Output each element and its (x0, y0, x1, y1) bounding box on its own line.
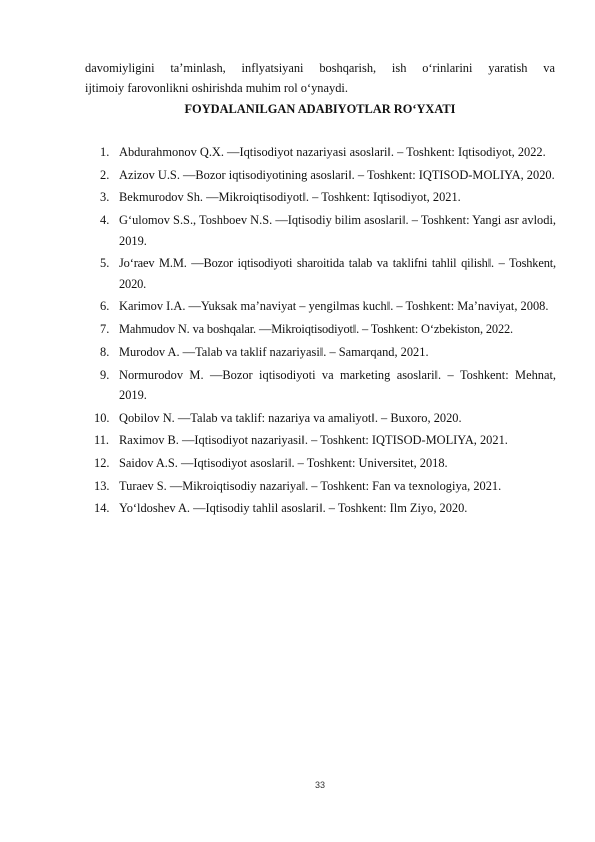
references-heading: FOYDALANILGAN ADABIYOTLAR RO‘YXATI (184, 102, 456, 116)
reference-text: Mahmudov N. va boshqalar. ―Mikroiqtisodiyot‖. – Toshkent: O‘zbekiston, 2022. (119, 322, 513, 337)
reference-text: G‘ulomov S.S., Toshboev N.S. ―Iqtisodiy bilim asoslari‖. – Toshkent: Yangi asr avlodi, 2019. (119, 213, 556, 248)
reference-item (85, 365, 556, 406)
reference-text: Yo‘ldoshev A. ―Iqtisodiy tahlil asoslari‖. – Toshkent: Ilm Ziyo, 2020. (119, 501, 468, 516)
reference-number: 6. (100, 299, 110, 314)
reference-text: Jo‘raev M.M. ―Bozor iqtisodiyoti sharoitida talab va taklifni tahlil qilish‖. – Toshkent, 2020. (119, 256, 556, 291)
intro-line-2: ijtimoiy farovonlikni oshirishda muhim rol o‘ynaydi. (85, 81, 348, 95)
reference-number: 4. (100, 213, 110, 228)
reference-item (85, 142, 556, 163)
reference-item (85, 210, 556, 251)
reference-item (85, 296, 556, 317)
reference-text: Murodov A. ―Talab va taklif nazariyasi‖. – Samarqand, 2021. (119, 344, 429, 359)
reference-number: 5. (100, 256, 110, 271)
reference-item (85, 253, 556, 294)
reference-number: 8. (100, 344, 110, 359)
reference-number: 12. (94, 456, 110, 471)
reference-number: 9. (100, 367, 110, 382)
reference-text: Qobilov N. ―Talab va taklif: nazariya va amaliyot‖. – Buxoro, 2020. (119, 410, 462, 425)
reference-item (85, 408, 556, 429)
reference-item (85, 476, 556, 497)
reference-item (85, 319, 556, 340)
reference-item (85, 342, 556, 363)
reference-text: Karimov I.A. ―Yuksak ma’naviyat – yengilmas kuch‖. – Toshkent: Ma’naviyat, 2008. (119, 299, 549, 314)
reference-text: Raximov B. ―Iqtisodiyot nazariyasi‖. – Toshkent: IQTISOD-MOLIYA, 2021. (119, 433, 508, 448)
references-list (85, 142, 556, 521)
reference-item (85, 187, 556, 208)
reference-text: Normurodov M. ―Bozor iqtisodiyoti va marketing asoslari‖. – Toshkent: Mehnat, 2019. (119, 367, 556, 402)
reference-item (85, 498, 556, 519)
reference-item (85, 430, 556, 451)
reference-number: 13. (94, 478, 110, 493)
reference-text: Azizov U.S. ―Bozor iqtisodiyotining asoslari‖. – Toshkent: IQTISOD-MOLIYA, 2020. (119, 167, 555, 182)
reference-text: Abdurahmonov Q.X. ―Iqtisodiyot nazariyasi asoslari‖. – Toshkent: Iqtisodiyot, 2022. (119, 145, 546, 159)
reference-number: 7. (100, 322, 110, 337)
reference-number: 3. (100, 190, 110, 205)
reference-number: 1. (100, 145, 110, 159)
reference-number: 14. (94, 501, 110, 516)
reference-text: Bekmurodov Sh. ―Mikroiqtisodiyot‖. – Toshkent: Iqtisodiyot, 2021. (119, 190, 461, 205)
reference-item (85, 165, 556, 186)
reference-text: Turaev S. ―Mikroiqtisodiy nazariya‖. – Toshkent: Fan va texnologiya, 2021. (119, 478, 502, 493)
reference-item (85, 453, 556, 474)
reference-number: 2. (100, 167, 110, 182)
reference-number: 11. (94, 433, 110, 448)
reference-number: 10. (94, 410, 110, 425)
intro-line-1: davomiyligini ta’minlash, inflyatsiyani boshqarish, ish o‘rinlarini yaratish va (85, 61, 555, 75)
reference-text: Saidov A.S. ―Iqtisodiyot asoslari‖. – Toshkent: Universitet, 2018. (119, 456, 448, 471)
intro-paragraph (85, 58, 555, 98)
page-number: 33 (314, 780, 325, 790)
